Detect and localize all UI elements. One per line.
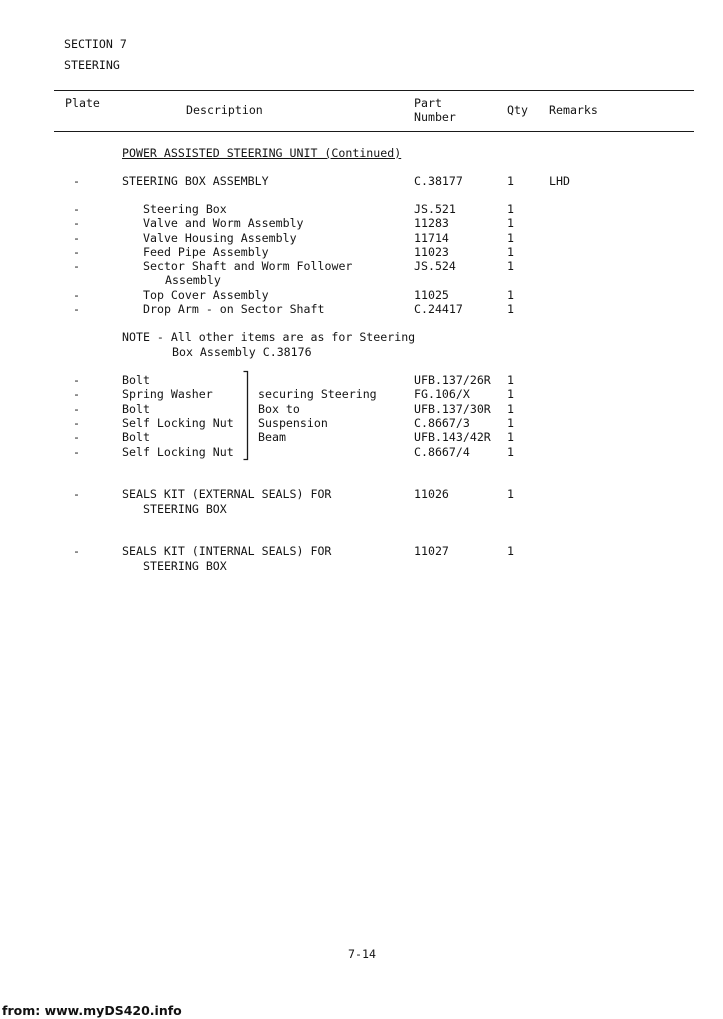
part-number-cell: 11283 bbox=[414, 216, 449, 230]
description-cell: Steering Box bbox=[143, 202, 227, 216]
description-cell: Bolt bbox=[122, 430, 150, 444]
part-number-cell: C.8667/3 bbox=[414, 416, 470, 430]
part-number-cell: 11025 bbox=[414, 288, 449, 302]
part-number-cell: C.38177 bbox=[414, 174, 463, 188]
description-cell: STEERING BOX ASSEMBLY bbox=[122, 174, 269, 188]
plate-cell: - bbox=[73, 302, 80, 316]
part-number-cell: UFB.137/26R bbox=[414, 373, 491, 387]
note-line1: NOTE - All other items are as for Steering bbox=[122, 330, 416, 344]
qty-cell: 1 bbox=[507, 216, 514, 230]
qty-cell: 1 bbox=[507, 174, 514, 188]
qty-cell: 1 bbox=[507, 430, 514, 444]
section-label: SECTION 7 bbox=[64, 37, 127, 51]
description-cell: Feed Pipe Assembly bbox=[143, 245, 269, 259]
column-header-description: Description bbox=[186, 103, 263, 117]
qty-cell: 1 bbox=[507, 373, 514, 387]
header-rule bbox=[54, 131, 694, 132]
group-title: POWER ASSISTED STEERING UNIT (Continued) bbox=[122, 146, 402, 160]
fixing-purpose-line2: Box to bbox=[258, 402, 300, 416]
description-cell-continued: Assembly bbox=[165, 273, 221, 287]
plate-cell: - bbox=[73, 402, 80, 416]
plate-cell: - bbox=[73, 445, 80, 459]
plate-cell: - bbox=[73, 288, 80, 302]
plate-cell: - bbox=[73, 245, 80, 259]
description-cell: Valve Housing Assembly bbox=[143, 231, 297, 245]
part-number-cell: C.8667/4 bbox=[414, 445, 470, 459]
description-cell-continued: STEERING BOX bbox=[143, 559, 227, 573]
qty-cell: 1 bbox=[507, 259, 514, 273]
description-cell: SEALS KIT (INTERNAL SEALS) FOR bbox=[122, 544, 332, 558]
part-number-cell: UFB.143/42R bbox=[414, 430, 491, 444]
qty-cell: 1 bbox=[507, 402, 514, 416]
qty-cell: 1 bbox=[507, 445, 514, 459]
qty-cell: 1 bbox=[507, 544, 514, 558]
plate-cell: - bbox=[73, 487, 80, 501]
column-header-part-line1: Part bbox=[414, 96, 442, 110]
description-cell: Bolt bbox=[122, 402, 150, 416]
qty-cell: 1 bbox=[507, 302, 514, 316]
top-rule bbox=[54, 90, 694, 91]
fixing-purpose-line4: Beam bbox=[258, 430, 286, 444]
qty-cell: 1 bbox=[507, 487, 514, 501]
plate-cell: - bbox=[73, 174, 80, 188]
description-cell: Valve and Worm Assembly bbox=[143, 216, 304, 230]
column-header-remarks: Remarks bbox=[549, 103, 598, 117]
fixing-purpose-line1: securing Steering bbox=[258, 387, 377, 401]
plate-cell: - bbox=[73, 373, 80, 387]
qty-cell: 1 bbox=[507, 387, 514, 401]
part-number-cell: JS.521 bbox=[414, 202, 456, 216]
part-number-cell: 11714 bbox=[414, 231, 449, 245]
column-header-plate: Plate bbox=[65, 96, 100, 110]
plate-cell: - bbox=[73, 387, 80, 401]
remarks-cell: LHD bbox=[549, 174, 570, 188]
description-cell: Sector Shaft and Worm Follower bbox=[143, 259, 353, 273]
description-cell: Top Cover Assembly bbox=[143, 288, 269, 302]
plate-cell: - bbox=[73, 544, 80, 558]
page-number: 7-14 bbox=[348, 947, 376, 961]
part-number-cell: C.24417 bbox=[414, 302, 463, 316]
qty-cell: 1 bbox=[507, 245, 514, 259]
plate-cell: - bbox=[73, 430, 80, 444]
plate-cell: - bbox=[73, 216, 80, 230]
qty-cell: 1 bbox=[507, 231, 514, 245]
plate-cell: - bbox=[73, 202, 80, 216]
description-cell: Spring Washer bbox=[122, 387, 213, 401]
plate-cell: - bbox=[73, 259, 80, 273]
part-number-cell: JS.524 bbox=[414, 259, 456, 273]
qty-cell: 1 bbox=[507, 202, 514, 216]
description-cell: SEALS KIT (EXTERNAL SEALS) FOR bbox=[122, 487, 332, 501]
column-header-part-line2: Number bbox=[414, 110, 456, 124]
column-header-qty: Qty bbox=[507, 103, 528, 117]
plate-cell: - bbox=[73, 416, 80, 430]
description-cell: Self Locking Nut bbox=[122, 445, 234, 459]
part-number-cell: UFB.137/30R bbox=[414, 402, 491, 416]
fixing-purpose-line3: Suspension bbox=[258, 416, 328, 430]
source-footer: from: www.myDS420.info bbox=[2, 1003, 182, 1018]
section-title: STEERING bbox=[64, 58, 120, 72]
qty-cell: 1 bbox=[507, 416, 514, 430]
description-cell: Self Locking Nut bbox=[122, 416, 234, 430]
note-line2: Box Assembly C.38176 bbox=[172, 345, 312, 359]
part-number-cell: FG.106/X bbox=[414, 387, 470, 401]
fixings-bracket bbox=[242, 370, 252, 462]
plate-cell: - bbox=[73, 231, 80, 245]
description-cell: Drop Arm - on Sector Shaft bbox=[143, 302, 325, 316]
part-number-cell: 11026 bbox=[414, 487, 449, 501]
qty-cell: 1 bbox=[507, 288, 514, 302]
description-cell-continued: STEERING BOX bbox=[143, 502, 227, 516]
description-cell: Bolt bbox=[122, 373, 150, 387]
part-number-cell: 11023 bbox=[414, 245, 449, 259]
part-number-cell: 11027 bbox=[414, 544, 449, 558]
